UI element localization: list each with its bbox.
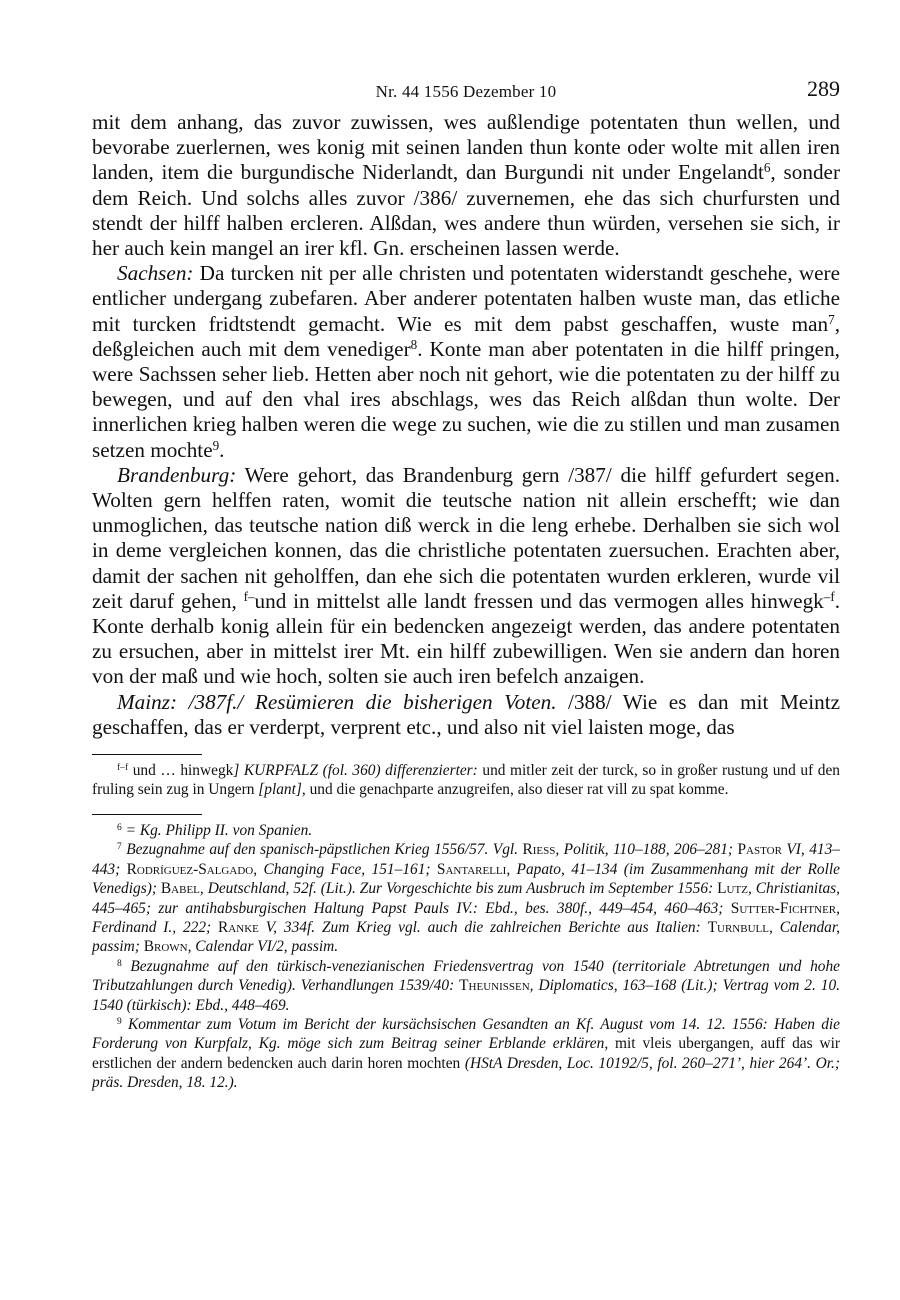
apparatus-entry-f: $^{f-f}$ und … hinwegk] KURPFALZ (fol. 360) differenzierter: und mitler zeit der turck, so in großer rustung und uf den fruling sein zug in Ungern [plant], und die genachparte anzugreifen, also dieser rat vill zu spat komme. [92,761,840,799]
footnote-ref-9: 9 [212,437,220,453]
footnote-8: $^8$ Bezugnahme auf den türkisch-venezianischen Friedensvertrag von 1540 (territoriale Abtretungen und hohe Tributzahlungen durch Venedig). Verhandlungen 1539/40: Theunissen, Diplomatics, 163–168 (Lit.); Vertrag vom 2. 10. 1540 (türkisch): Ebd., 448–469. [92,957,840,1014]
apparatus-ref-f-close: –f [823,588,835,604]
paragraph-sachsen: Sachsen: Da turcken nit per alle christen und potentaten widerstandt geschehe, were entlicher undergang zubefaren. Aber anderer potentaten halben wuste man, das etliche mit turcken fridtstendt gemacht. Wie es mit dem pabst geschaffen, wuste man$^7$, deßgleichen auch mit dem venediger$^8$. Konte man aber potentaten in die hilff pringen, were Sachssen seher lieb. Hetten aber noch nit gehort, wie die potentaten zu der hilff zu bewegen, und auf den vhal ires abschlags, wes das Reich alßdan thun wolte. Der innerlichen krieg halben weren die wege zu suchen, wie die zu stillen und man zusamen setzen mochte$^9$. [92,261,840,462]
apparatus-ref-f-open: f– [243,588,255,604]
footnote-ref-7: 7 [828,311,835,327]
footnote-6: $^6$ = Kg. Philipp II. von Spanien. [117,821,313,839]
footnote-7: $^7$ Bezugnahme auf den spanisch-päpstlichen Krieg 1556/57. Vgl. Riess, Politik, 110–188, 206–281; Pastor VI, 413–443; Rodríguez-Salgado, Changing Face, 151–161; Santarelli, Papato, 41–134 (im Zusammenhang mit der Rolle Venedigs); Babel, Deutschland, 52f. (Lit.). Zur Vorgeschichte bis zum Ausbruch im September 1556: Lutz, Christianitas, 445–465; zur antihabsburgischen Haltung Papst Pauls IV.: Ebd., bes. 380f., 449–454, 460–463; Sutter-Fichtner, Ferdinand I., 222; Ranke V, 334f. Zum Krieg vgl. auch die zahlreichen Berichte aus Italien: Turnbull, Calendar, passim; Brown, Calendar VI/2, passim. [92,841,840,956]
footnote-ref-6: 6 [763,160,771,176]
running-title: Nr. 44 1556 Dezember 10 [375,82,557,101]
document-page [92,70,840,1093]
paragraph-brandenburg: Brandenburg: Were gehort, das Brandenburg gern /387/ die hilff gefurdert segen. Wolten gern helffen raten, womit die teutsche nation nit allein erschefft; wie dan unmoglichen, das teutsche nation diß werck in die leng erhebe. Derhalben sie sich wol in deme vergleichen konnen, das die christliche potentaten zuersuchen. Erachten aber, damit der sachen nit geholffen, dan ehe sich die potentaten wurden erkleren, wurde vil zeit daruf gehen, $^{f-}$und in mittelst alle landt fressen und das vermogen alles hinwegk$^{-f}$. Konte derhalb konig allein für ein bedencken angezeigt werden, das andere potentaten zu ersuchen, aber in mittelst irer Mt. ein hilff zubewilligen. Wen sie andern dan horen von der maß und wie hoch, solten sie auch iren befelch anzaigen. [92,462,841,689]
footnotes [92,821,840,1093]
paragraph-mainz: Mainz: /387f./ Resümieren die bisherigen Voten. /388/ Wie es dan mit Meintz geschaffen, das er verderpt, verprent etc., und also nit viel laisten moge, das [92,689,840,739]
speaker-brandenburg: Brandenburg: [117,462,237,487]
page-number: 289 [807,76,840,101]
speaker-sachsen: Sachsen: [117,261,194,286]
page-header [92,70,840,110]
speaker-mainz: Mainz: /387f./ Resümieren die bisherigen Voten. [117,689,557,714]
text-apparatus [92,761,840,800]
apparatus-divider [92,754,202,755]
footnote-ref-8: 8 [410,336,418,352]
footnote-9: $^9$ Kommentar zum Votum im Bericht der kursächsischen Gesandten an Kf. August vom 14. 12. 1556: Haben die Forderung von Kurpfalz, Kg. möge sich zum Beitrag seiner Erblande erklären, mit vleis ubergangen, auff das wir erstlichen der andern bedencken auch darin horen mochten (HStA Dresden, Loc. 10192/5, fol. 260–271’, hier 264’. Or.; präs. Dresden, 18. 12.). [92,1015,840,1092]
main-text [92,110,840,740]
notes-divider [92,814,202,815]
paragraph-1: mit dem anhang, das zuvor zuwissen, wes außlendige potentaten thun wellen, und bevorabe zuerlernen, wes konig mit seinen landen thun konte oder wolte mit allen iren landen, item die burgundische Niderlandt, dan Burgundi nit under Engelandt$^6$, sonder dem Reich. Und solchs alles zuvor /386/ zuvernemen, ehe das sich churfursten und stendt der hilff halben ercleren. Alßdan, wes andere thun würden, versehen sie sich, ir her auch kein mangel an irer kfl. Gn. erscheinen lassen werde. [92,110,840,261]
